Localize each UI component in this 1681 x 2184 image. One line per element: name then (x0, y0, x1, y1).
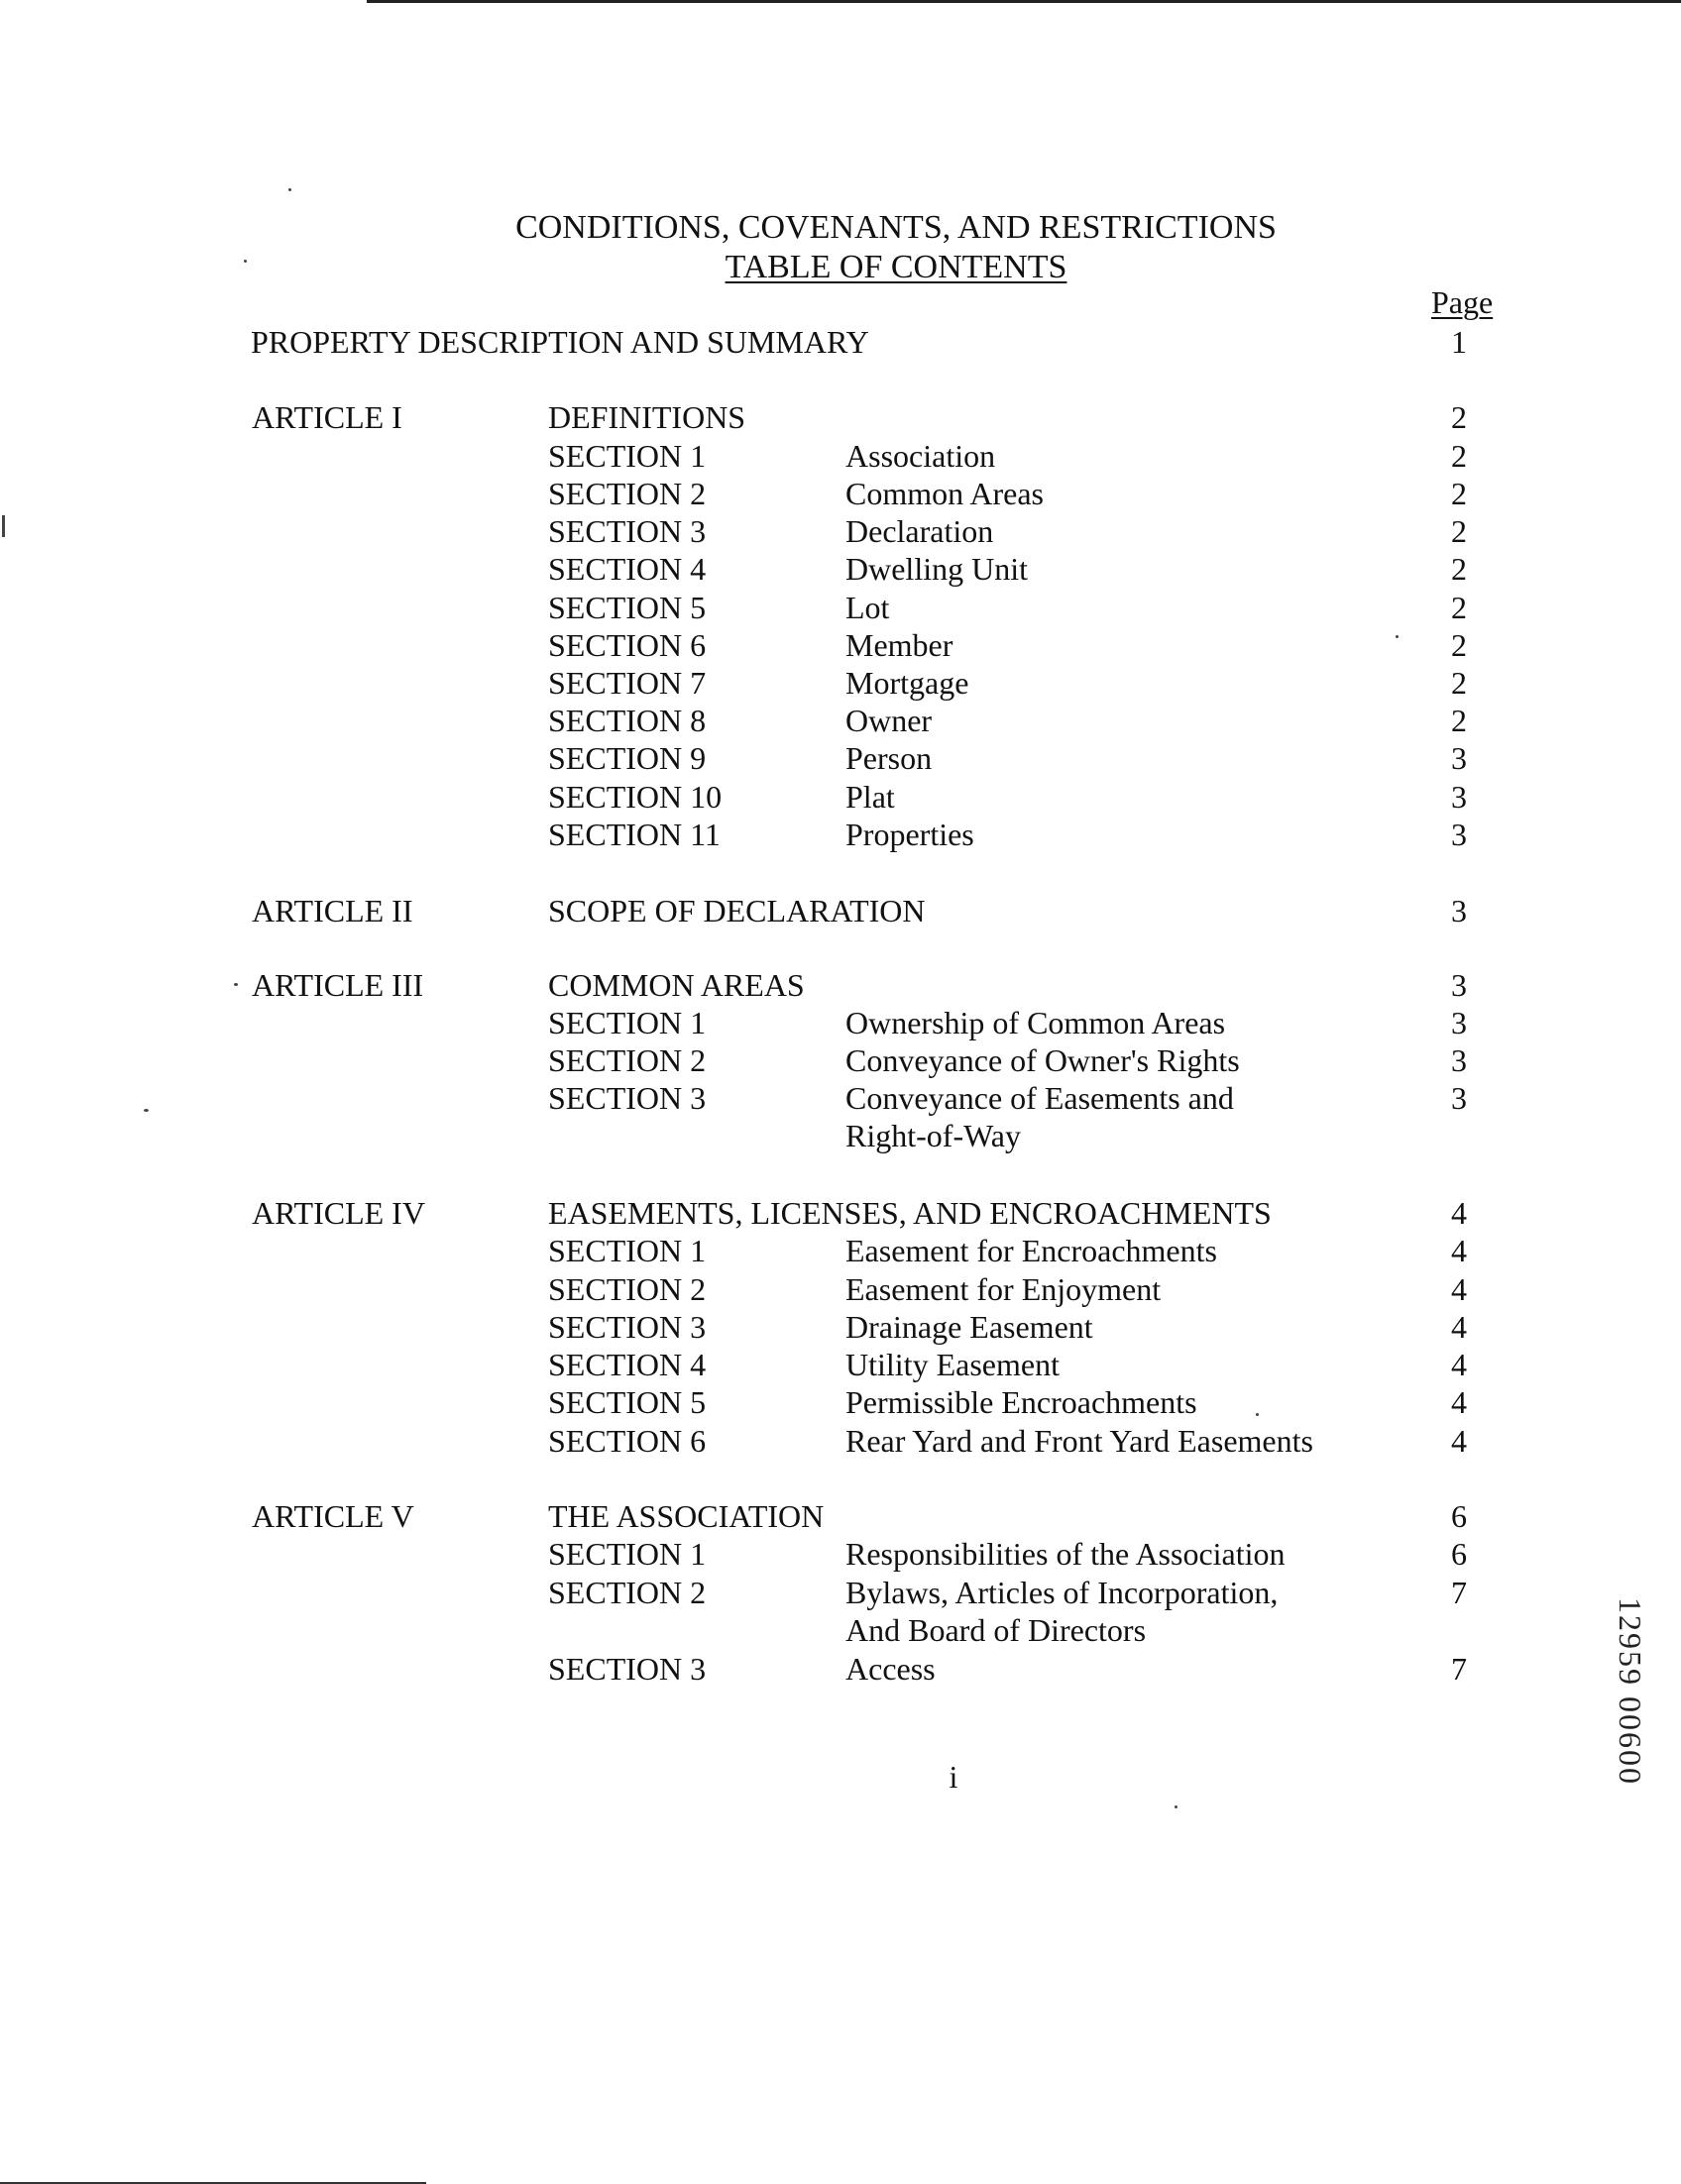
recording-stamp: 12959 00600 (1613, 1597, 1648, 1786)
section-title: Dwelling Unit (845, 551, 1028, 587)
section-page: 3 (1451, 817, 1467, 852)
section-label: SECTION 5 (548, 1384, 707, 1420)
scan-top-edge (367, 0, 1681, 3)
scan-speck (144, 1109, 149, 1112)
section-label: SECTION 2 (548, 1271, 707, 1307)
section-page: 4 (1451, 1384, 1467, 1420)
page-number: i (949, 1759, 958, 1795)
document-subtitle: TABLE OF CONTENTS (725, 249, 1067, 285)
section-page: 2 (1451, 665, 1467, 701)
article-page: 3 (1451, 967, 1467, 1003)
section-title: Declaration (845, 513, 994, 549)
article-label: ARTICLE II (252, 893, 413, 928)
section-page: 4 (1451, 1347, 1467, 1382)
section-label: SECTION 10 (548, 779, 723, 815)
section-page: 2 (1451, 627, 1467, 663)
scan-speck (244, 260, 247, 263)
section-label: SECTION 3 (548, 513, 707, 549)
section-title: Owner (845, 703, 933, 738)
article-label: ARTICLE III (252, 967, 424, 1003)
section-page: 7 (1451, 1575, 1467, 1610)
section-title: Easement for Enjoyment (845, 1271, 1162, 1307)
section-title: Person (845, 740, 933, 776)
section-title: Common Areas (845, 476, 1044, 511)
section-page: 4 (1451, 1233, 1467, 1268)
section-label: SECTION 6 (548, 627, 707, 663)
section-label: SECTION 3 (548, 1309, 707, 1345)
section-page: 2 (1451, 513, 1467, 549)
summary-page: 1 (1451, 324, 1467, 360)
section-page: 3 (1451, 1005, 1467, 1040)
section-label: SECTION 3 (548, 1651, 707, 1687)
scan-speck (288, 188, 291, 191)
section-page: 3 (1451, 1042, 1467, 1078)
article-label: ARTICLE IV (252, 1195, 425, 1231)
section-title: Member (845, 627, 953, 663)
section-title: Permissible Encroachments (845, 1384, 1197, 1420)
section-page: 2 (1451, 476, 1467, 511)
section-page: 2 (1451, 590, 1467, 625)
section-title: Access (845, 1651, 936, 1687)
section-title: Rear Yard and Front Yard Easements (845, 1423, 1313, 1459)
section-title: Utility Easement (845, 1347, 1060, 1382)
article-title: THE ASSOCIATION (548, 1498, 825, 1534)
section-page: 3 (1451, 740, 1467, 776)
section-label: SECTION 4 (548, 1347, 707, 1382)
page-column-header: Page (1431, 284, 1494, 320)
article-title: DEFINITIONS (548, 399, 746, 435)
article-label: ARTICLE I (252, 399, 402, 435)
section-page: 2 (1451, 551, 1467, 587)
document-title: CONDITIONS, COVENANTS, AND RESTRICTIONS (515, 209, 1277, 246)
section-title: Responsibilities of the Association (845, 1536, 1286, 1572)
section-label: SECTION 8 (548, 703, 707, 738)
section-page: 2 (1451, 703, 1467, 738)
section-page: 2 (1451, 438, 1467, 474)
section-title: Drainage Easement (845, 1309, 1093, 1345)
scan-speck (1175, 1805, 1177, 1808)
section-page: 7 (1451, 1651, 1467, 1687)
scan-speck (234, 983, 238, 986)
section-title: Lot (845, 590, 890, 625)
section-label: SECTION 2 (548, 1042, 707, 1078)
section-label: SECTION 2 (548, 1575, 707, 1610)
article-title: SCOPE OF DECLARATION (548, 893, 926, 928)
summary-title: PROPERTY DESCRIPTION AND SUMMARY (251, 324, 869, 360)
article-page: 2 (1451, 399, 1467, 435)
section-title: Conveyance of Easements and (845, 1080, 1234, 1116)
article-page: 3 (1451, 893, 1467, 928)
section-label: SECTION 1 (548, 1233, 707, 1268)
article-title: COMMON AREAS (548, 967, 805, 1003)
section-title: Bylaws, Articles of Incorporation, (845, 1575, 1279, 1610)
section-label: SECTION 11 (548, 817, 721, 852)
section-title: Association (845, 438, 996, 474)
section-label: SECTION 5 (548, 590, 707, 625)
section-label: SECTION 1 (548, 1005, 707, 1040)
section-title: Plat (845, 779, 895, 815)
section-label: SECTION 4 (548, 551, 707, 587)
scan-speck (1256, 1413, 1259, 1416)
article-title: EASEMENTS, LICENSES, AND ENCROACHMENTS (548, 1195, 1272, 1231)
section-title-continued: And Board of Directors (845, 1612, 1147, 1648)
section-title: Easement for Encroachments (845, 1233, 1217, 1268)
section-page: 4 (1451, 1423, 1467, 1459)
section-page: 3 (1451, 1080, 1467, 1116)
article-page: 4 (1451, 1195, 1467, 1231)
section-title: Properties (845, 817, 974, 852)
section-label: SECTION 3 (548, 1080, 707, 1116)
section-label: SECTION 7 (548, 665, 707, 701)
section-label: SECTION 1 (548, 1536, 707, 1572)
section-title-continued: Right-of-Way (845, 1118, 1021, 1153)
section-page: 6 (1451, 1536, 1467, 1572)
section-label: SECTION 1 (548, 438, 707, 474)
section-title: Mortgage (845, 665, 969, 701)
article-label: ARTICLE V (252, 1498, 414, 1534)
section-page: 4 (1451, 1309, 1467, 1345)
section-label: SECTION 6 (548, 1423, 707, 1459)
scan-speck (1396, 635, 1399, 638)
section-label: SECTION 2 (548, 476, 707, 511)
section-title: Ownership of Common Areas (845, 1005, 1226, 1040)
section-label: SECTION 9 (548, 740, 707, 776)
section-page: 4 (1451, 1271, 1467, 1307)
section-page: 3 (1451, 779, 1467, 815)
section-title: Conveyance of Owner's Rights (845, 1042, 1240, 1078)
scan-edge-mark (2, 515, 5, 537)
article-page: 6 (1451, 1498, 1467, 1534)
